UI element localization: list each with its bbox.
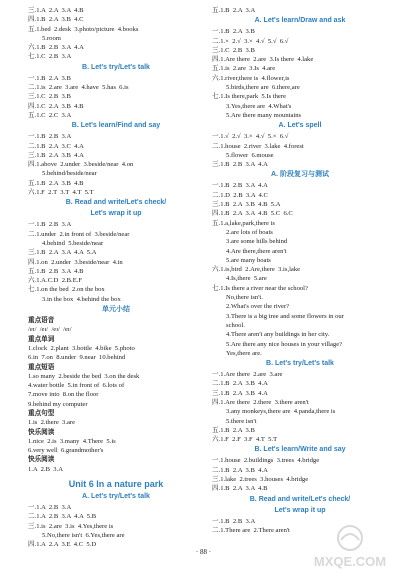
answer-line: 一.1.B 2.B 3.A 4.A [212, 182, 268, 190]
subheading: 重点短语 [28, 363, 55, 371]
answer-line: 一.1.B 2.B 3.A [28, 221, 72, 229]
watermark-logo-icon [300, 520, 400, 574]
answer-line: 二.1.is 2.are 3.are 4.have 5.has 6.is [28, 84, 129, 92]
answer-line: 5.there isn't [226, 417, 257, 425]
subheading: 快乐阅读 [28, 428, 55, 436]
right-column [212, 6, 388, 535]
answer-line: 六.1.F 2.T 3.T 4.T 5.T [28, 189, 94, 197]
section-heading: A. 阶段复习与测试 [271, 171, 329, 179]
answer-line: 三.1.B 2.A 3.B 4.B 5.A [212, 201, 281, 209]
section-heading: B. Read and write/Let's check/ [65, 199, 167, 207]
answer-line: 六.1.A.C.D 2.B.E.F [28, 277, 83, 285]
answer-line: 1.so many 2.beside the bed 3.on the desk [28, 372, 140, 380]
section-heading: B. Let's try/Let's talk [266, 360, 334, 368]
answer-line: 3.any monkeys,there are 4.panda,there is [226, 408, 336, 416]
answer-line: 5.Are there any nice houses in your village? [226, 340, 343, 348]
answer-line: 三.1.B 2.A 3.B 4.A [28, 151, 84, 159]
answer-line: 3.Yes,there are 4.What's [226, 102, 292, 110]
answer-line: 一.1.Are there 2.are 3.are [212, 371, 283, 379]
answer-line: 1.nice 2.is 3.many 4.There 5.is [28, 437, 116, 445]
answer-line: 5.room [42, 34, 61, 42]
answer-line: 5.No,there isn't 6.Yes,there are [42, 531, 125, 539]
answer-line: 6.very well 6.grandmother's [28, 447, 104, 455]
answer-line: 3.There is a big tree and some flowers in our [226, 312, 344, 320]
answer-line: 四.1.B 2.A 3.A 4.B [212, 485, 268, 493]
answer-line: 二.1.× 2.√ 3.× 4.√ 5.√ 6.√ [212, 37, 289, 45]
watermark-text: MXQE.COM [313, 554, 387, 569]
answer-line: 4.behind 5.beside/near [42, 239, 104, 247]
answer-line: 五.1.C 2.C 3.A [28, 111, 72, 119]
answer-line: 五.1.is 2.are 3.Is 4.are [212, 65, 276, 73]
answer-line: 1.A 2.B 3.A [28, 465, 63, 473]
answer-line: 四.1.Are there 2.are 3.Is there 4.lake [212, 56, 314, 64]
answer-line: Yes,there are. [226, 349, 262, 357]
answer-line: 三.1.B 2.A 3.A 4.A 5.A [28, 249, 97, 257]
subheading: 快乐阅读 [28, 456, 55, 464]
section-heading: B. Let's learn/Find and say [71, 122, 161, 130]
answer-line: 三.1.C 2.B 3.B [212, 46, 255, 54]
answer-line: 四.1.C 2.A 3.B 4.B [28, 102, 84, 110]
answer-line: 四.1.on 2.under 3.beside/near 4.in [28, 258, 123, 266]
answer-line: 5.flower 6.mouse [226, 151, 274, 159]
answer-line: 二.1.B 2.A 3.C 4.A [28, 142, 84, 150]
answer-line: 五.1.B 2.B 3.A 4.B [28, 267, 84, 275]
answer-line: 二.1.B 2.A 3.B 4.A [212, 380, 268, 388]
answer-line: 三.1.is 2.are 3.is 4.Yes,there is [28, 522, 114, 530]
answer-line: 7.move into 8.on the floor [28, 391, 99, 399]
section-heading: A. Let's learn/Draw and ask [254, 17, 346, 25]
page-number: · 88 · [195, 548, 212, 556]
answer-line: 二.1.A 2.B 3.A 4.A 5.B [28, 513, 97, 521]
answer-line: 三.1.A 2.A 3.A 4.B [28, 7, 84, 14]
answer-line: 四.1.B 2.A 3.B 4.C [28, 16, 84, 24]
answer-line: 五.1.B 2.A 3.B [212, 426, 255, 434]
answer-line: 4.There aren't any buildings in her city. [226, 331, 330, 339]
subheading: 重点语音 [28, 317, 55, 325]
answer-line: 七.1.on the bed 2.on the box [28, 286, 105, 294]
answer-line: 1.clock 2.plant 3.bottle 4.bike 5.photo [28, 344, 135, 352]
section-heading: B. Read and write/Let's check/ [249, 495, 351, 503]
left-column [28, 6, 204, 550]
answer-line: 1.is 2.there 3.are [28, 419, 76, 427]
answer-line: 三.1.B 2.B 3.A 4.A [212, 161, 268, 169]
answer-line: 2.What's over the river? [226, 303, 290, 311]
answer-line: 六.1.B 2.B 3.A 4.A [28, 44, 84, 52]
answer-line: 七.1.C 2.B 3.A [28, 53, 72, 61]
answer-line: 六.1.river,there is 4.flower,is [212, 74, 290, 82]
answer-line: 3.in the box 4.behind the box [42, 295, 121, 303]
answer-line: 五.1.a,lake,park,there is [212, 219, 275, 227]
answer-line: school. [226, 321, 245, 329]
answer-line: 4.Are there,there aren't [226, 247, 287, 255]
section-heading: B. Let's try/Let's talk [82, 63, 150, 71]
answer-line: 4.water bottle 5.in front of 6.lots of [28, 382, 125, 390]
answer-line: 一.1.A 2.B 3.A [28, 504, 72, 512]
answer-line: 6.in 7.on 8.under 9.near 10.behind [28, 354, 126, 362]
answer-line: 2.are lots of boats [226, 228, 273, 236]
answer-line: 三.1.lake 2.trees 3.houses 4.bridge [212, 476, 309, 484]
answer-line: 一.1.B 2.A 3.B [28, 74, 71, 82]
answer-line: 二.1.D 2.B 3.A 4.C [212, 191, 268, 199]
answer-line: 四.1.Are there 2.there 3.there aren't [212, 398, 309, 406]
section-heading: A. Let's spell [278, 122, 322, 130]
answer-line: 三.1.B 2.A 3.B 4.A [212, 389, 268, 397]
section-heading: A. Let's try/Let's talk [82, 493, 150, 501]
section-heading: B. Let's learn/Write and say [254, 446, 346, 454]
section-heading: Let's wrap it up [90, 210, 142, 218]
answer-line: 四.1.above 2.under 3.beside/near 4.on [28, 161, 134, 169]
answer-line: 四.1.A 2.A 3.E 4.C 5.D [28, 541, 97, 549]
answer-line: 二.1.B 2.A 3.B 4.A [212, 466, 268, 474]
answer-line: 七.1.Is there a river near the school? [212, 284, 308, 292]
answer-line: 4.Is,there 5.are [226, 275, 267, 283]
answer-line: 5.birds,there are 6.there,are [226, 84, 300, 92]
answer-line: 五.1.B 2.A 3.A [212, 7, 256, 14]
unit-title: Unit 6 In a nature park [68, 479, 164, 490]
answer-line: 五.1.B 2.A 3.B 4.B [28, 179, 84, 187]
answer-line: 一.1.B 2.A 3.B [212, 28, 255, 36]
subheading: 重点句型 [28, 409, 55, 417]
answer-line: 二.1.under 2.in front of 3.beside/near [28, 230, 130, 238]
answer-line: 5.Are there many mountains [226, 111, 302, 119]
answer-line: 二.1.There are 2.There aren't [212, 526, 290, 534]
answer-line: 5.behind/beside/near [42, 170, 97, 178]
answer-line: 5.are many boats [226, 256, 271, 264]
answer-line: 一.1.√ 2.√ 3.× 4.√ 5.× 6.√ [212, 133, 289, 141]
answer-line: 9.behind my computer [28, 400, 88, 408]
section-heading: Let's wrap it up [274, 506, 326, 514]
answer-line: 3.are some hills behind [226, 238, 288, 246]
section-heading: 单元小结 [102, 306, 130, 314]
answer-line: 六.1.F 2.F 3.F 4.T 5.T [212, 436, 278, 444]
answer-line: 一.1.B 2.B 3.A [212, 517, 256, 525]
answer-line: 五.1.bed 2.desk 3.photo/picture 4.books [28, 25, 139, 33]
answer-line: 一.1.house 2.buildings 3.trees 4.bridge [212, 457, 320, 465]
answer-line: 七.1.Is there,park 5.Is there [212, 93, 286, 101]
answer-line: 六.1.is,bird 2.Are,there 3.is,lake [212, 266, 301, 274]
answer-line: 三.1.C 2.B 3.B [28, 93, 71, 101]
subheading: 重点单词 [28, 335, 55, 343]
answer-line: /eɪ/ /eɪ/ /eɪ/ /eɪ/ [28, 326, 72, 334]
answer-line: 一.1.B 2.B 3.A [28, 133, 72, 141]
answer-line: No,there isn't. [226, 294, 263, 302]
answer-line: 二.1.house 2.river 3.lake 4.forest [212, 142, 304, 150]
answer-line: 四.1.B 2.A 3.A 4.B 5.C 6.C [212, 210, 293, 218]
